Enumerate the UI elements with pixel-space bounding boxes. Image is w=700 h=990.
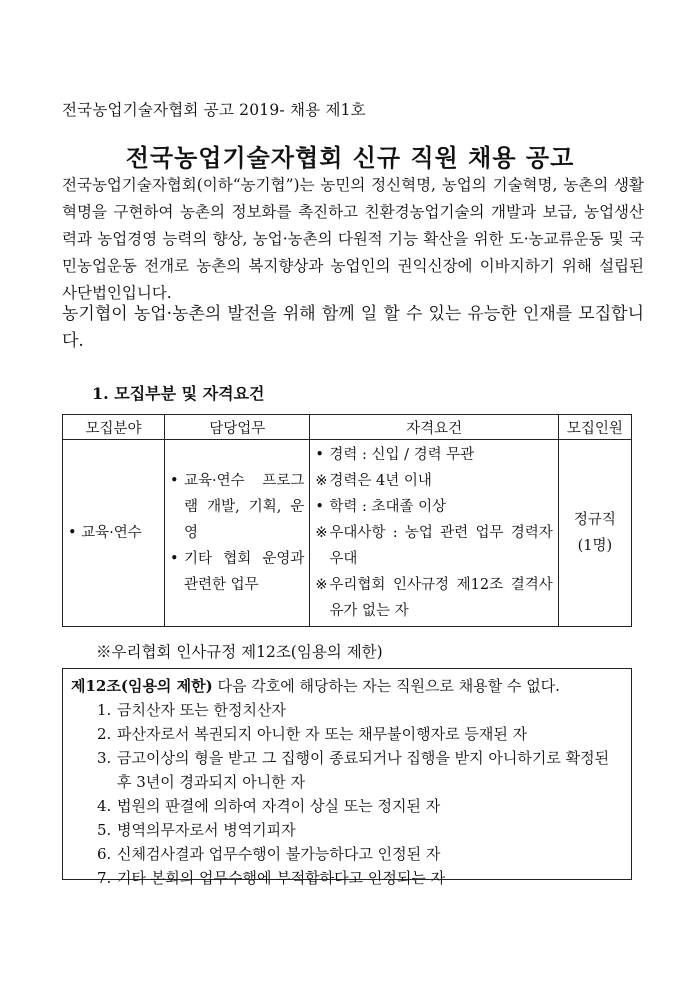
intro-paragraph: 전국농업기술자협회(이하“농기협”)는 농민의 정신혁명, 농업의 기술혁명, 농촌의 생활혁명을 구현하여 농촌의 정보화를 촉진하고 친환경농업기술의 개발과 보급, 농업생산력과 농업경영 능력의 향상, 농업·농촌의 다원적 기능 확산을 위한 도·농교류운동 및 국민농업운동 전개로 농촌의 복지향상과 농업인의 권익신장에 이바지하기 위해 설립된 사단법인입니다.	[62, 176, 644, 302]
qualification-item	[315, 572, 552, 624]
recruitment-statement: 농기협이 농업·농촌의 발전을 위해 함께 일 할 수 있는 유능한 인재를 모집합니다.	[62, 304, 644, 351]
note-marker: ※	[315, 577, 328, 593]
header-field: 모집분야	[63, 415, 165, 440]
field-cell	[63, 440, 165, 627]
rule-caption: ※우리협회 인사규정 제12조(임용의 제한)	[96, 643, 383, 661]
list-item	[97, 818, 623, 842]
item-text: 병역의무자로서 병역기피자	[117, 821, 296, 839]
qualification-text: 경력 : 신입 / 경력 무관	[329, 447, 475, 463]
item-number: 1.	[97, 701, 112, 719]
table-header-row	[63, 415, 632, 440]
list-item	[97, 866, 623, 890]
section-heading: 1. 모집부분 및 자격요건	[92, 384, 265, 403]
header-qualifications: 자격요건	[310, 415, 558, 440]
header-duties: 담당업무	[165, 415, 310, 440]
qualifications-cell	[310, 440, 558, 627]
qualification-item	[315, 468, 552, 494]
qualification-text: 우리협회 인사규정 제12조 결격사유가 없는 자	[329, 577, 553, 619]
duties-cell	[165, 440, 310, 627]
headcount-cell	[558, 440, 631, 627]
rule-article-title: 제12조(임용의 제한)	[71, 677, 213, 695]
notice-number: 전국농업기술자협회 공고 2019- 채용 제1호	[62, 101, 366, 119]
qualification-text: 학력 : 초대졸 이상	[329, 499, 447, 515]
rule-list	[71, 698, 623, 890]
rule-article-text: 다음 각호에 해당하는 자는 직원으로 채용할 수 없다.	[212, 677, 560, 695]
item-number: 4.	[97, 797, 112, 815]
list-item	[97, 698, 623, 722]
rule-heading	[71, 674, 623, 698]
qualification-item	[315, 520, 552, 572]
employment-type: 정규직	[573, 512, 616, 528]
note-marker: ※	[315, 473, 328, 489]
qualification-text: 우대사항 : 농업 관련 업무 경력자 우대	[329, 525, 553, 567]
duty-item	[170, 468, 304, 546]
list-item	[97, 842, 623, 866]
item-text: 금고이상의 형을 받고 그 집행이 종료되거나 집행을 받지 아니하기로 확정된 후 3년이 경과되지 아니한 자	[117, 749, 610, 791]
bullet-marker: •	[170, 551, 179, 567]
header-headcount: 모집인원	[558, 415, 631, 440]
headcount-value: (1명)	[577, 538, 613, 554]
field-text: 교육·연수	[81, 525, 142, 541]
duty-text: 기타 협회 운영과 관련한 업무	[184, 551, 305, 593]
qualification-text: 경력은 4년 이내	[329, 473, 432, 489]
item-number: 2.	[97, 725, 112, 743]
item-text: 금치산자 또는 한정치산자	[117, 701, 286, 719]
list-item	[97, 794, 623, 818]
item-text: 법원의 판결에 의하여 자격이 상실 또는 정지된 자	[117, 797, 441, 815]
qualification-item	[315, 442, 552, 468]
bullet-marker: •	[170, 473, 179, 489]
item-number: 6.	[97, 845, 112, 863]
qualification-item	[315, 494, 552, 520]
duty-text: 교육·연수 프로그램 개발, 기획, 운영	[184, 473, 305, 541]
rule-box	[62, 668, 632, 887]
bullet-marker: •	[68, 525, 77, 541]
bullet-marker: •	[315, 499, 324, 515]
item-number: 3.	[97, 749, 112, 767]
item-text: 기타 본회의 업무수행에 부적합하다고 인정되는 자	[117, 869, 446, 887]
bullet-marker: •	[315, 447, 324, 463]
item-text: 파산자로서 복권되지 아니한 자 또는 채무불이행자로 등재된 자	[117, 725, 528, 743]
page-title: 전국농업기술자협회 신규 직원 채용 공고	[125, 144, 575, 172]
item-number: 5.	[97, 821, 112, 839]
note-marker: ※	[315, 525, 328, 541]
item-text: 신체검사결과 업무수행이 불가능하다고 인정된 자	[117, 845, 441, 863]
table-row	[63, 440, 632, 627]
list-item	[97, 746, 623, 794]
requirements-table	[62, 414, 632, 627]
duty-item	[170, 546, 304, 598]
item-number: 7.	[97, 869, 112, 887]
list-item	[97, 722, 623, 746]
